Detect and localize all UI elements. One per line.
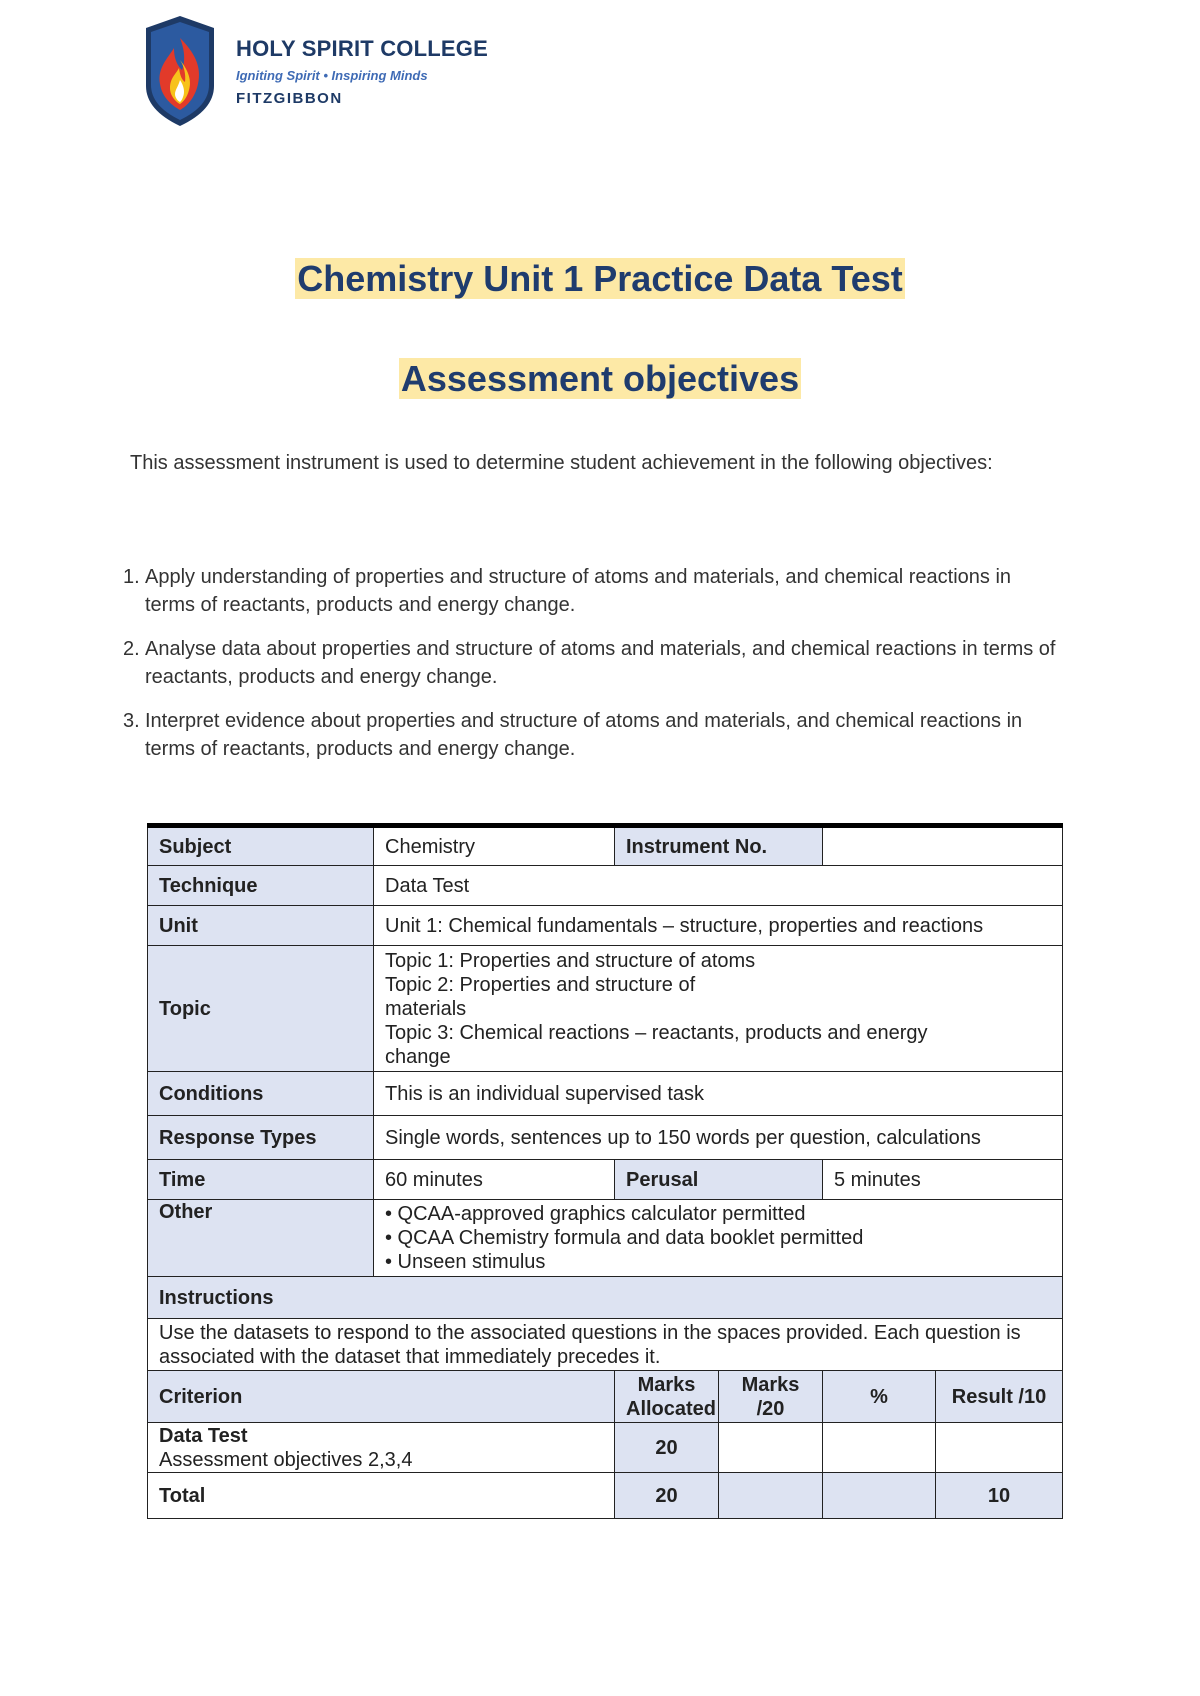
instrument-label: Instrument No. <box>615 826 823 866</box>
total-percent <box>823 1473 936 1519</box>
technique-value: Data Test <box>374 866 1063 906</box>
data-test-cell <box>148 1423 615 1473</box>
response-types-value: Single words, sentences up to 150 words per question, calculations <box>374 1116 1063 1160</box>
perusal-label: Perusal <box>615 1160 823 1200</box>
data-test-marks-awarded <box>719 1423 823 1473</box>
data-test-percent <box>823 1423 936 1473</box>
conditions-label: Conditions <box>148 1072 374 1116</box>
topic-value <box>374 946 1063 1072</box>
objective-item: 2. Analyse data about properties and structure of atoms and materials, and chemical reactions in terms of reactants, products and energy change. <box>123 638 1056 688</box>
technique-label: Technique <box>148 866 374 906</box>
marks-out-of-label: Marks /20 <box>719 1371 823 1423</box>
time-value: 60 minutes <box>374 1160 615 1200</box>
row-other <box>148 1200 1063 1277</box>
row-subject <box>148 826 1063 866</box>
logo-text <box>236 38 488 106</box>
school-name: HOLY SPIRIT COLLEGE <box>236 36 488 61</box>
data-test-label: Data Test <box>159 1424 248 1447</box>
row-instructions-header <box>148 1277 1063 1319</box>
topic-line: Topic 2: Properties and structure of <box>385 973 696 996</box>
time-label: Time <box>148 1160 374 1200</box>
total-result: 10 <box>936 1473 1063 1519</box>
instructions-label: Instructions <box>148 1277 1063 1319</box>
school-tagline: Igniting Spirit • Inspiring Minds <box>236 68 428 83</box>
result-label: Result /10 <box>936 1371 1063 1423</box>
school-campus: FITZGIBBON <box>236 90 343 107</box>
subject-label: Subject <box>148 826 374 866</box>
criterion-label: Criterion <box>148 1371 615 1423</box>
topic-line: change <box>385 1045 451 1068</box>
total-marks: 20 <box>615 1473 719 1519</box>
row-technique <box>148 866 1063 906</box>
other-label: Other <box>148 1200 374 1277</box>
row-response-types <box>148 1116 1063 1160</box>
assessment-details-table <box>147 823 1063 1519</box>
intro-paragraph: This assessment instrument is used to determine student achievement in the following objectives: <box>130 452 993 474</box>
unit-label: Unit <box>148 906 374 946</box>
total-marks-awarded <box>719 1473 823 1519</box>
row-unit <box>148 906 1063 946</box>
conditions-value: This is an individual supervised task <box>374 1072 1063 1116</box>
data-test-result <box>936 1423 1063 1473</box>
document-title: Chemistry Unit 1 Practice Data Test <box>297 258 903 299</box>
row-time <box>148 1160 1063 1200</box>
row-data-test <box>148 1423 1063 1473</box>
subject-value: Chemistry <box>374 826 615 866</box>
marks-allocated-label: Marks Allocated <box>615 1371 719 1423</box>
instrument-value <box>823 826 1063 866</box>
objectives-list <box>123 563 1063 779</box>
other-value <box>374 1200 1063 1277</box>
other-item: • Unseen stimulus <box>385 1251 546 1273</box>
topic-line: Topic 1: Properties and structure of atoms <box>385 949 756 972</box>
total-label: Total <box>148 1473 615 1519</box>
objective-item: 1. Apply understanding of properties and structure of atoms and materials, and chemical reactions in terms of reactants, products and energy change. <box>123 566 1012 616</box>
perusal-value: 5 minutes <box>823 1160 1063 1200</box>
other-item: • QCAA-approved graphics calculator permitted <box>385 1203 806 1225</box>
school-logo <box>142 14 522 132</box>
topic-line: materials <box>385 997 467 1020</box>
other-item: • QCAA Chemistry formula and data booklet permitted <box>385 1227 864 1249</box>
percent-label: % <box>823 1371 936 1423</box>
data-test-marks: 20 <box>615 1423 719 1473</box>
topic-line: Topic 3: Chemical reactions – reactants, products and energy <box>385 1021 928 1044</box>
data-test-objectives: Assessment objectives 2,3,4 <box>159 1448 413 1471</box>
objective-item: 3. Interpret evidence about properties and structure of atoms and materials, and chemical reactions in terms of reactants, products and energy change. <box>123 710 1023 760</box>
unit-value: Unit 1: Chemical fundamentals – structure, properties and reactions <box>374 906 1063 946</box>
row-topic <box>148 946 1063 1072</box>
response-types-label: Response Types <box>148 1116 374 1160</box>
row-instructions-text <box>148 1319 1063 1371</box>
row-total <box>148 1473 1063 1519</box>
row-criterion-header <box>148 1371 1063 1423</box>
school-crest-icon <box>142 14 218 128</box>
row-conditions <box>148 1072 1063 1116</box>
topic-label: Topic <box>148 946 374 1072</box>
instructions-text: Use the datasets to respond to the associated questions in the spaces provided. Each question is associated with the dataset that immediately precedes it. <box>148 1319 1063 1371</box>
section-heading: Assessment objectives <box>400 358 800 399</box>
